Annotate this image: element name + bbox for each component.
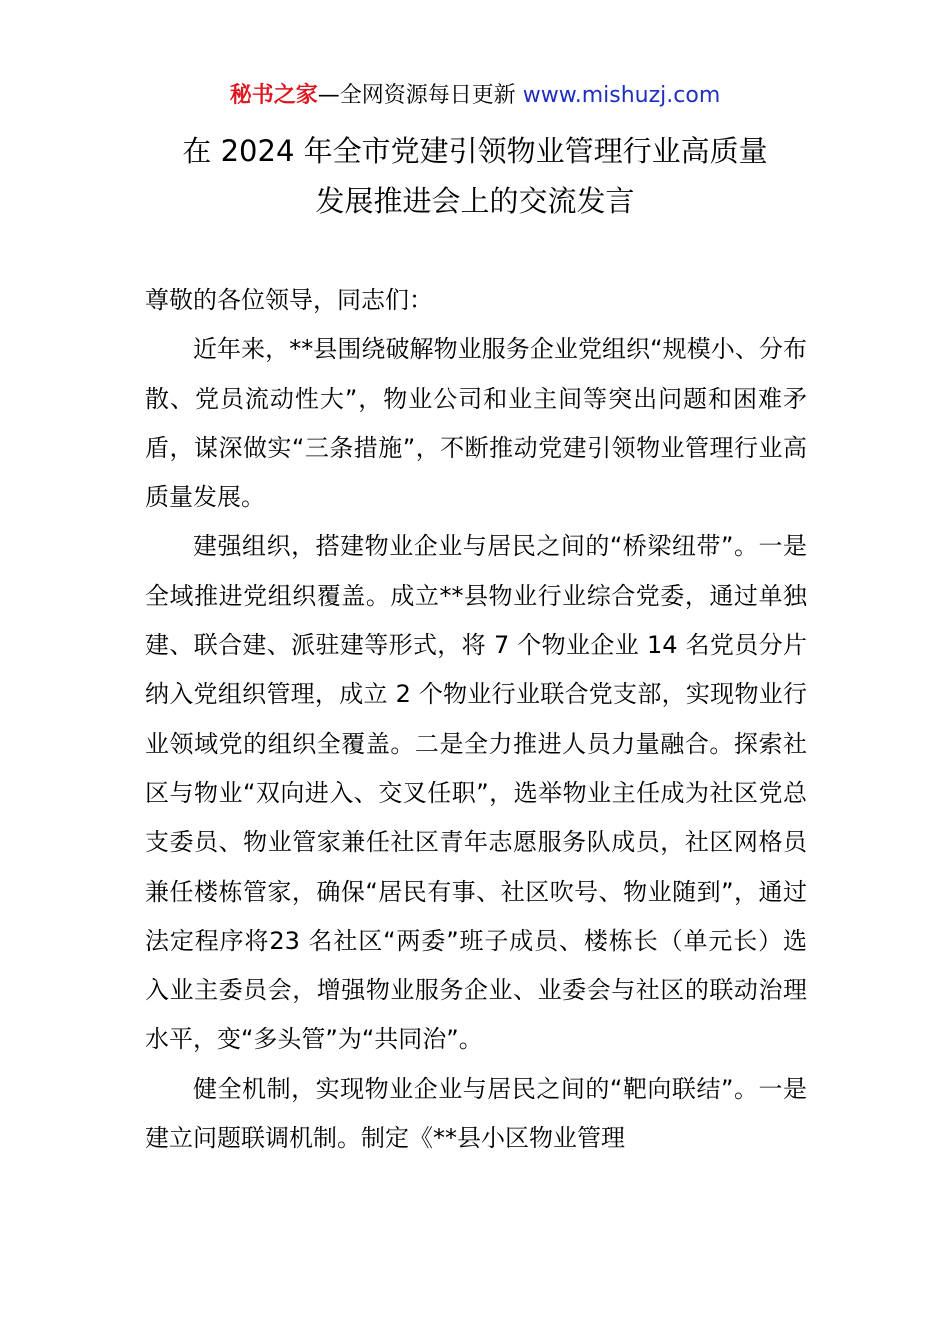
paragraph-organization: 建强组织，搭建物业企业与居民之间的“桥梁纽带”。一是全域推进党组织覆盖。成立**县物业行业综合党委，通过单独建、联合建、派驻建等形式，将 7 个物业企业 14 名党员分片纳入党组织管理，成立 2 个物业行业联合党支部，实现物业行业领域党的组织全覆盖。二是全力推进人员力量融合。探索社区与物业“双向进入、交叉任职”，选举物业主任成为社区党总支委员、物业管家兼任社区青年志愿服务队成员，社区网格员兼任楼栋管家，确保“居民有事、社区吹号、物业随到”，通过法定程序将23 名社区“两委”班子成员、楼栋长（单元长）选入业主委员会，增强物业服务企业、业委会与社区的联动治理水平，变“多头管”为“共同治”。 xyxy=(145,532,807,1054)
document-body xyxy=(145,276,807,1163)
site-url-link[interactable]: www.mishuzj.com xyxy=(522,83,721,108)
paragraph-intro: 近年来，**县围绕破解物业服务企业党组织“规模小、分布散、党员流动性大”，物业公司和业主间等突出问题和困难矛盾，谋深做实“三条措施”，不断推动党建引领物业管理行业高质量发展。 xyxy=(145,335,807,512)
title-line-2: 发展推进会上的交流发言 xyxy=(315,184,635,218)
salutation: 尊敬的各位领导，同志们： xyxy=(145,286,433,314)
document-title xyxy=(0,126,950,226)
site-header xyxy=(0,80,950,112)
header-tagline: —全网资源每日更新 xyxy=(317,83,523,108)
paragraph-mechanism: 健全机制，实现物业企业与居民之间的“靶向联结”。一是建立问题联调机制。制定《**县小区物业管理 xyxy=(145,1074,807,1153)
title-line-1: 在 2024 年全市党建引领物业管理行业高质量 xyxy=(182,134,768,168)
brand-name: 秘书之家 xyxy=(229,83,318,108)
